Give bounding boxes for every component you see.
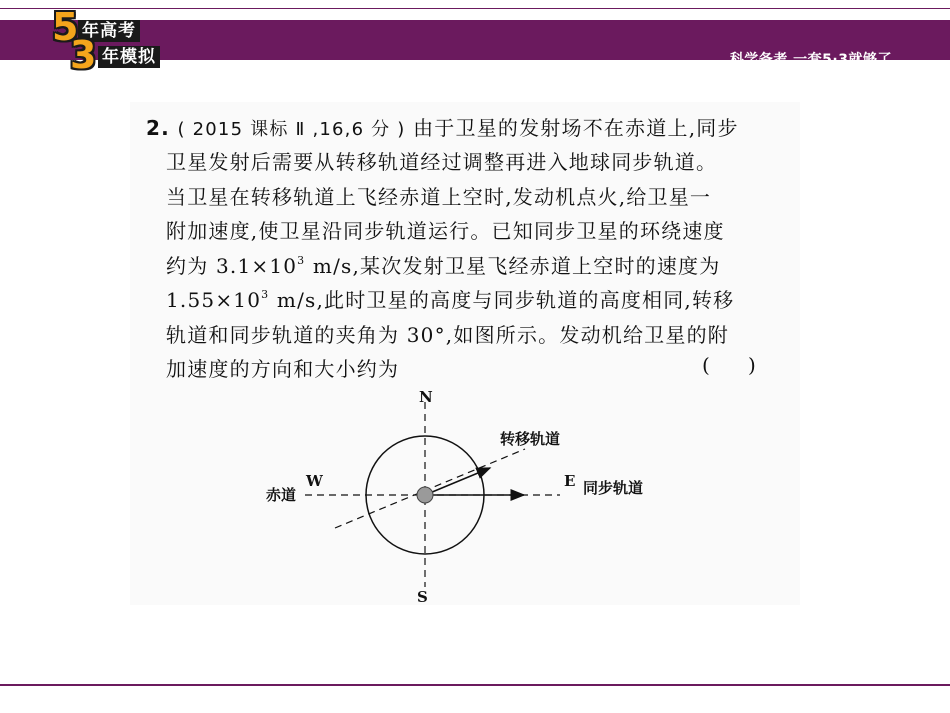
question-line-4: 附加速度,使卫星沿同步轨道运行。已知同步卫星的环绕速度 xyxy=(166,219,725,243)
logo-number-three: 3 xyxy=(70,33,97,77)
label-west: W xyxy=(306,472,323,490)
speed-value-2: 1.55×10 xyxy=(166,288,262,312)
label-south: S xyxy=(417,588,428,605)
question-line-3: 当卫星在转移轨道上飞经赤道上空时,发动机点火,给卫星一 xyxy=(166,185,712,209)
label-sync-orbit: 同步轨道 xyxy=(583,479,644,497)
speed-exponent-1: 3 xyxy=(297,254,306,267)
header-slogan: 科学备考 一套5·3就够了 xyxy=(729,52,892,68)
question-line-7: 轨道和同步轨道的夹角为 30°,如图所示。发动机给卫星的附 xyxy=(166,323,729,347)
label-transfer-orbit: 转移轨道 xyxy=(500,430,561,448)
label-equator: 赤道 xyxy=(266,486,297,504)
brand-logo xyxy=(48,5,198,77)
bottom-divider xyxy=(0,684,950,686)
speed-value-1: 约为 3.1×10 xyxy=(166,254,298,278)
answer-blank[interactable]: ( ) xyxy=(702,353,756,377)
line-5-rest: m/s,某次发射卫星飞经赤道上空时的速度为 xyxy=(305,254,721,278)
question-line-2: 卫星发射后需要从转移轨道经过调整再进入地球同步轨道。 xyxy=(166,150,718,174)
question-text-start: 由于卫星的发射场不在赤道上,同步 xyxy=(413,116,739,140)
question-number: 2. xyxy=(146,116,170,140)
question-panel xyxy=(130,102,800,605)
logo-text-top: 年高考 xyxy=(78,20,140,42)
label-east: E xyxy=(564,472,576,490)
question-line-8: 加速度的方向和大小约为 xyxy=(166,357,400,381)
satellite-dot xyxy=(417,487,433,503)
transfer-velocity-arrow xyxy=(425,468,490,495)
label-north: N xyxy=(419,388,433,406)
line-6-rest: m/s,此时卫星的高度与同步轨道的高度相同,转移 xyxy=(269,288,735,312)
logo-number-five: 5 xyxy=(52,5,79,49)
logo-text-bottom: 年模拟 xyxy=(98,46,160,68)
orbit-diagram xyxy=(130,102,800,605)
speed-exponent-2: 3 xyxy=(261,288,270,301)
question-source: ( 2015 课标 Ⅱ ,16,6 分 ) xyxy=(177,119,406,140)
